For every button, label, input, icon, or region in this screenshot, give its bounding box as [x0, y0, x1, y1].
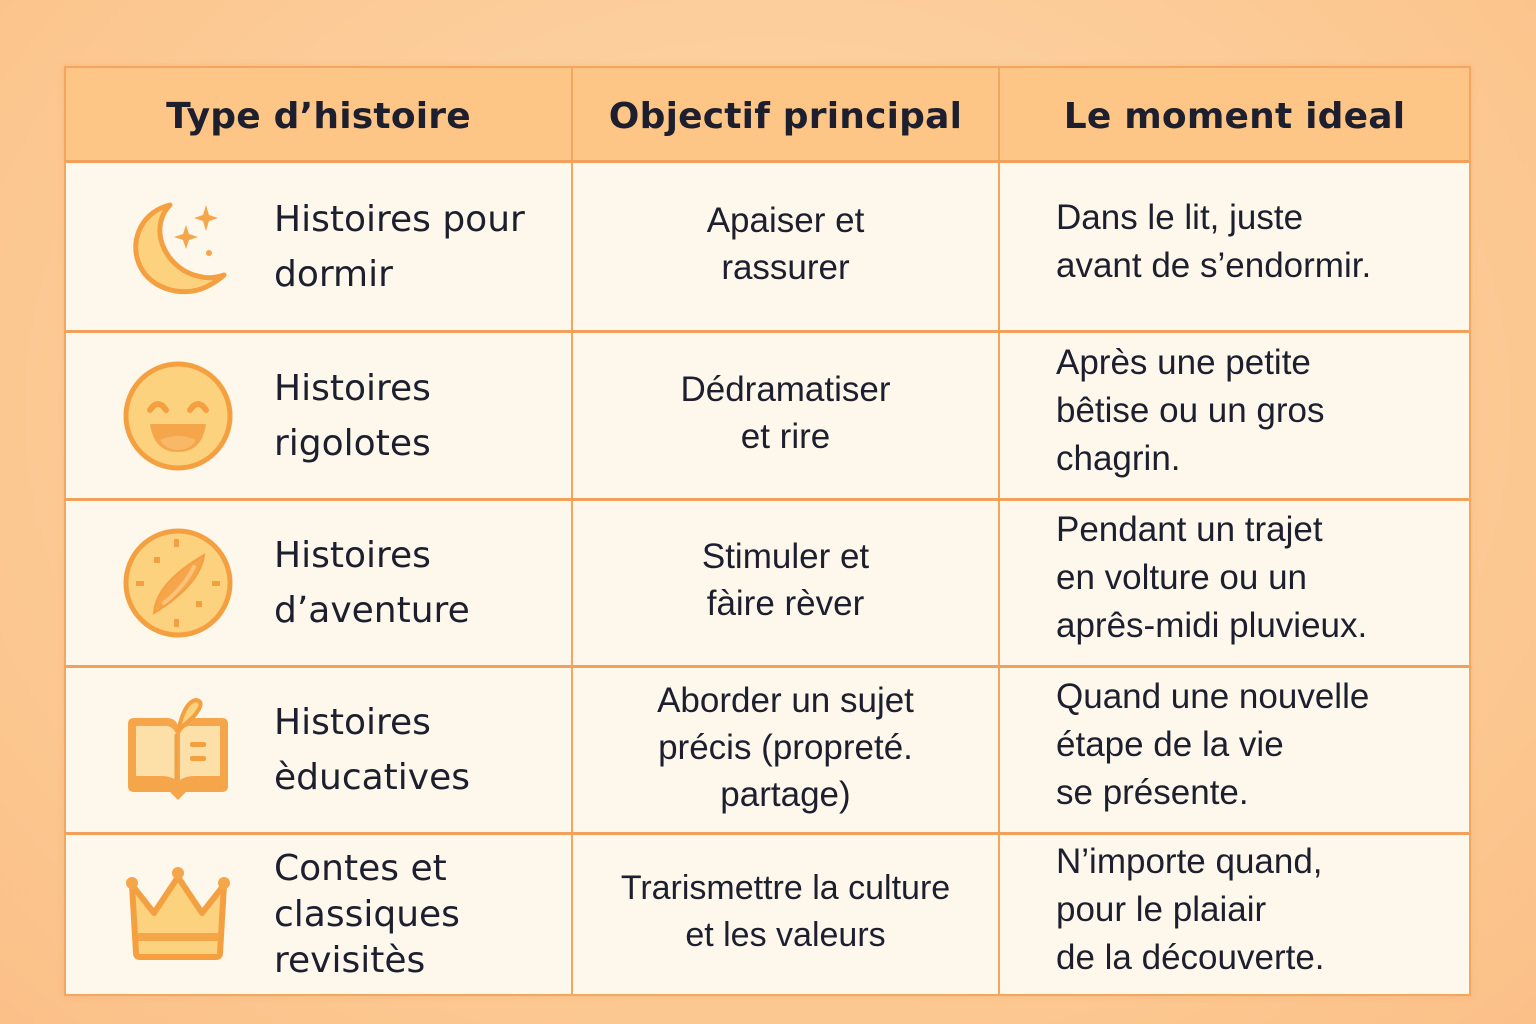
table-row	[66, 333, 1469, 501]
type-label-line: Histoires	[274, 367, 431, 409]
type-label	[274, 361, 554, 471]
moment-line: Pendant un trajet	[1056, 510, 1323, 549]
objective-line: Trarismettre la culture	[620, 868, 951, 907]
objective-line: Dédramatiser	[680, 369, 891, 409]
moment-cell	[1000, 333, 1469, 498]
moment-line: N’importe quand,	[1056, 841, 1323, 881]
crown-icon	[122, 859, 234, 971]
moment-line: Dans le lit, juste	[1056, 197, 1304, 237]
compass-icon	[122, 527, 234, 639]
smiley-face-icon	[122, 360, 234, 472]
moment-line: chagrin.	[1056, 438, 1181, 478]
moment-line: Après une petite	[1056, 342, 1311, 382]
objective-cell	[573, 333, 1000, 498]
objective-line: précis (propreté.	[658, 727, 913, 767]
table-row	[66, 835, 1469, 994]
moment-line: avant de s’endormir.	[1056, 245, 1372, 285]
moment-cell	[1000, 668, 1469, 832]
moment-cell	[1000, 163, 1469, 330]
type-label-line: classiques	[274, 893, 460, 935]
type-label-line: Histoires	[274, 702, 431, 743]
type-label-line: èducatives	[274, 757, 470, 798]
type-cell	[66, 163, 573, 330]
type-label-line: d’aventure	[274, 590, 470, 631]
moment-line: se présente.	[1056, 773, 1249, 812]
type-label-line: rigolotes	[274, 422, 431, 464]
story-types-table	[64, 66, 1471, 996]
type-label	[274, 695, 554, 805]
type-label-line: Contes et	[274, 847, 447, 889]
moment-line: aprês-midi pluvieux.	[1056, 606, 1368, 645]
type-cell	[66, 835, 573, 994]
type-cell	[66, 333, 573, 498]
table-header	[66, 68, 1469, 163]
objective-cell	[573, 163, 1000, 330]
type-label	[274, 192, 554, 302]
header-moment: Le moment ideal	[1063, 95, 1406, 137]
open-book-icon	[122, 694, 234, 806]
moon-stars-icon	[122, 191, 234, 303]
objective-line: Apaiser et	[706, 200, 865, 240]
type-label-line: Histoires	[274, 535, 431, 576]
moment-line: de la découverte.	[1056, 937, 1325, 977]
type-cell	[66, 501, 573, 665]
moment-line: bêtise ou un gros	[1056, 390, 1325, 430]
type-cell	[66, 668, 573, 832]
objective-line: Aborder un sujet	[657, 680, 914, 720]
objective-cell	[573, 501, 1000, 665]
type-label-line: Histoires pour	[274, 198, 525, 240]
moment-line: pour le plaiair	[1056, 889, 1267, 929]
table-row	[66, 163, 1469, 333]
objective-line: partage)	[720, 774, 851, 814]
type-label	[274, 846, 554, 984]
objective-cell	[573, 668, 1000, 832]
objective-line: et rire	[740, 416, 831, 456]
moment-line: en volture ou un	[1056, 558, 1308, 597]
type-label	[274, 528, 554, 638]
header-type: Type d’histoire	[66, 68, 573, 160]
table-row	[66, 501, 1469, 668]
header-objective: Objectif principal	[573, 68, 1000, 160]
objective-line: fàire rèver	[706, 584, 865, 623]
type-label-line: dormir	[274, 253, 393, 295]
moment-cell	[1000, 835, 1469, 994]
moment-cell	[1000, 501, 1469, 665]
table-row	[66, 668, 1469, 835]
moment-line: Quand une nouvelle	[1056, 677, 1370, 716]
objective-cell	[573, 835, 1000, 994]
type-label-line: revisitès	[274, 939, 426, 981]
objective-line: rassurer	[721, 247, 850, 287]
objective-line: et les valeurs	[685, 915, 886, 954]
moment-line: étape de la vie	[1056, 725, 1284, 764]
objective-line: Stimuler et	[701, 537, 870, 576]
